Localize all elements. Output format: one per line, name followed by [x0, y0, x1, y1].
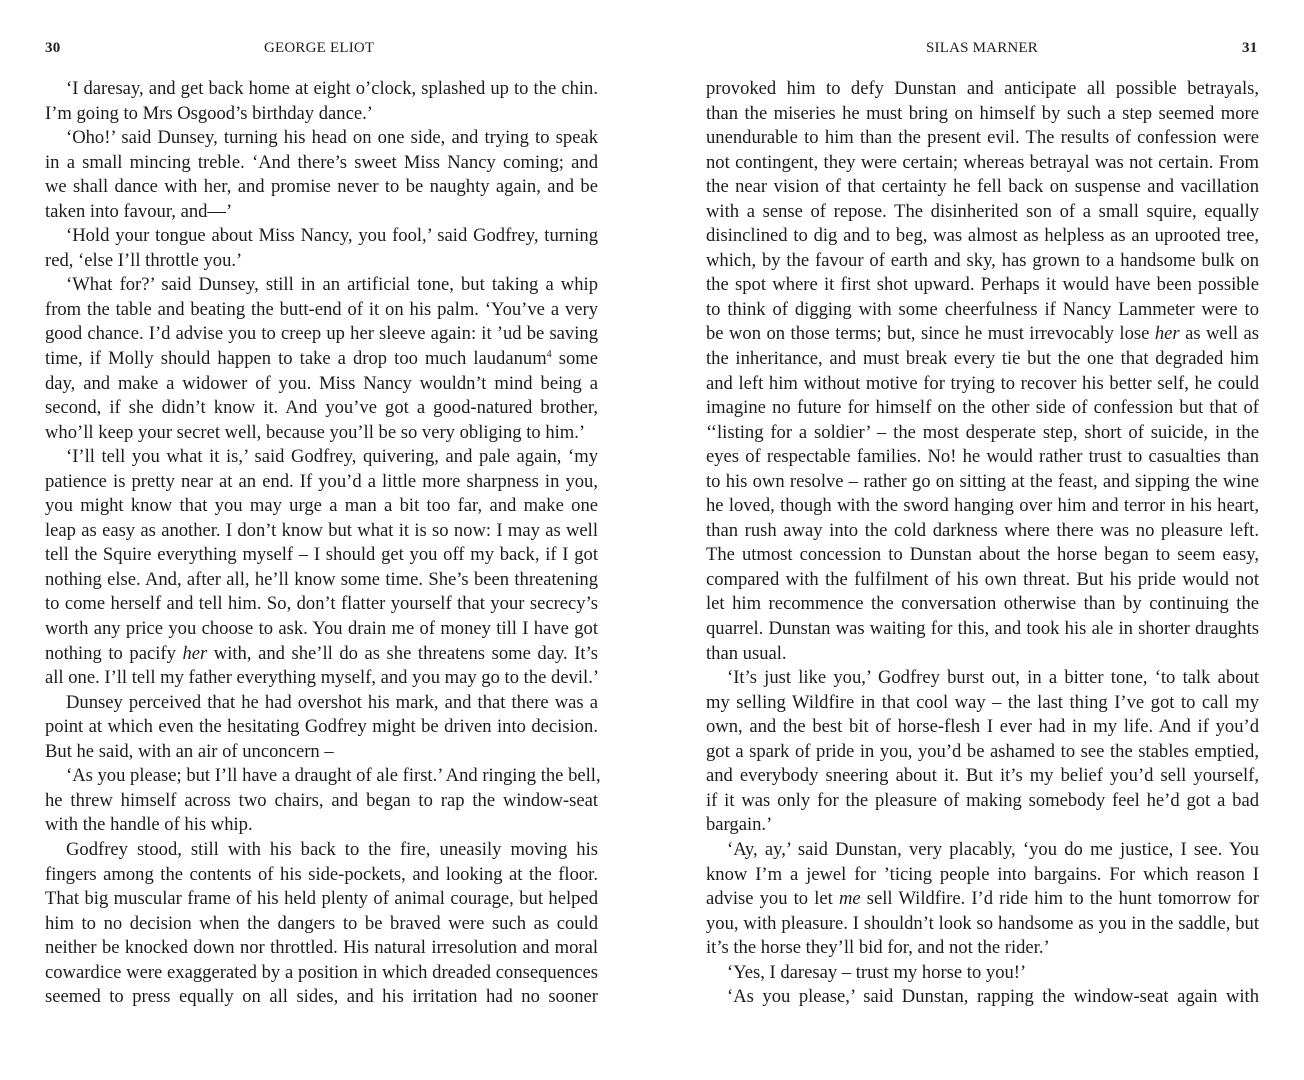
- text-line: the inheritance, and must break every tie but the one that degraded him: [706, 348, 1259, 370]
- footnote-marker: 4: [546, 349, 552, 361]
- text-line: with the handle of his whip.: [45, 814, 253, 836]
- text-line: ‘Oho!’ said Dunsey, turning his head on one side, and trying to speak: [66, 127, 598, 149]
- text-line: disinclined to dig and to beg, was almost as helpless as an uprooted tree,: [706, 225, 1259, 247]
- italic-word: her: [182, 642, 208, 664]
- text-line: fingers among the contents of his side-pockets, and looking at the floor.: [45, 863, 598, 885]
- text-line: bargain.’: [706, 814, 773, 836]
- page-number-right: 31: [1242, 40, 1258, 56]
- text-line: ‘I daresay, and get back home at eight o’clock, splashed up to the chin.: [66, 78, 598, 99]
- text-line: second, if she didn’t know it. And you’ve got a good-natured brother,: [45, 397, 598, 419]
- text-line: [706, 887, 1259, 912]
- text-line: ‘As you please,’ said Dunstan, rapping the window-seat again with: [727, 986, 1259, 1008]
- text-fragment: time, if Molly should happen to take a drop too much laudanum: [45, 348, 547, 370]
- text-line: he threw himself across two chairs, and began to rap the window-seat: [45, 789, 598, 811]
- text-line: him to no decision when the dangers to be braved were such as could: [45, 912, 598, 934]
- text-line: ‘It’s just like you,’ Godfrey burst out, in a bitter tone, ‘to talk about: [727, 667, 1259, 689]
- text-line: than rush away into the cold darkness where there was no pleasure left.: [706, 519, 1259, 541]
- page-number-left: 30: [45, 40, 61, 56]
- text-line: But he said, with an air of unconcern –: [45, 740, 334, 762]
- text-line: eyes of respectable families. No! he would rather trust to casualties than: [706, 446, 1259, 468]
- text-line: than the miseries he must bring on himself by such a step seemed more: [706, 102, 1259, 124]
- text-line: I’m going to Mrs Osgood’s birthday dance.’: [45, 102, 373, 124]
- text-line: good chance. I’d advise you to creep up her sleeve again: it ’ud be saving: [45, 323, 598, 345]
- text-line: ‘What for?’ said Dunsey, still in an artificial tone, but taking a whip: [66, 274, 598, 296]
- text-line: who’ll keep your secret well, because you’ll be so very obliging to him.’: [45, 421, 586, 443]
- text-line: unendurable to him than the present evil. The results of confession were: [706, 127, 1259, 149]
- text-line: point at which even the hesitating Godfrey might be driven into decision.: [45, 716, 598, 738]
- text-line: cowardice were exaggerated by a position in which dreaded consequences: [45, 961, 598, 983]
- text-line: with a sense of repose. The disinherited son of a small squire, equally: [706, 200, 1259, 222]
- text-line: Dunsey perceived that he had overshot his mark, and that there was a: [66, 691, 598, 713]
- text-line: neither be knocked down nor throttled. His natural irresolution and moral: [45, 937, 598, 959]
- text-line: taken into favour, and—’: [45, 200, 233, 222]
- text-line: which, by the favour of earth and sky, has grown to a handsome bulk on: [706, 249, 1259, 271]
- text-line: the near vision of that certainty he fell back on suspense and vacillation: [706, 176, 1259, 198]
- text-line: got a spark of pride in you, you’d be ashamed to see the stables emptied,: [706, 740, 1259, 762]
- text-line: imagine no future for himself on the other side of confession but that of: [706, 397, 1259, 419]
- text-line: own, and the best bit of horse-flesh I ever had in my life. And if you’d: [706, 716, 1259, 738]
- right-page-body: [706, 77, 1259, 1010]
- text-line: [45, 642, 598, 667]
- text-line: to his own resolve – rather go on sitting at the feast, and sipping the wine: [706, 470, 1259, 492]
- text-line: ‘Ay, ay,’ said Dunstan, very placably, ‘you do me justice, I see. You: [727, 838, 1259, 860]
- text-line: seemed to press equally on all sides, and his irritation had no sooner: [45, 986, 598, 1008]
- text-line: provoked him to defy Dunstan and anticipate all possible betrayals,: [706, 78, 1259, 99]
- text-fragment: advise you to let: [706, 888, 839, 910]
- text-fragment: be won on those terms; but, since he must irrevocably lose: [706, 323, 1155, 345]
- text-line: you might know that you may urge a man a bit too far, and make one: [45, 495, 598, 517]
- text-line: quarrel. Dunstan was waiting for this, and took his ale in shorter draughts: [706, 618, 1259, 640]
- text-line: patience is pretty near at an end. If you’d a little more sharpness in you,: [45, 470, 598, 492]
- text-line: we shall dance with her, and promise never to be naughty again, and be: [45, 176, 598, 198]
- italic-word: me: [838, 888, 861, 910]
- text-fragment: with, and she’ll do as she threatens some day. It’s: [207, 642, 599, 664]
- text-line: know I’m a jewel for ’ticing people into bargains. For which reason I: [706, 863, 1259, 885]
- text-line: ‘Yes, I daresay – trust my horse to you!’: [727, 961, 1027, 983]
- text-line: than usual.: [706, 642, 787, 664]
- text-line: That big muscular frame of his held plenty of animal courage, but helped: [45, 888, 598, 910]
- text-line: [706, 322, 1259, 347]
- text-fragment: some: [551, 348, 598, 370]
- text-line: if it was only for the pleasure of making somebody feel he’d got a bad: [706, 789, 1259, 811]
- text-line: all one. I’ll tell my father everything myself, and you may go to the devil.’: [45, 667, 600, 689]
- text-fragment: as well as: [1179, 323, 1259, 345]
- text-line: and left him without motive for trying to recover his better self, he could: [706, 372, 1259, 394]
- text-line: red, ‘else I’ll throttle you.’: [45, 249, 243, 271]
- text-line: ‘As you please; but I’ll have a draught of ale first.’ And ringing the bell,: [66, 765, 601, 787]
- italic-word: her: [1154, 323, 1180, 345]
- text-line: in a small mincing treble. ‘And there’s sweet Miss Nancy coming; and: [45, 151, 598, 173]
- left-page-body: [45, 77, 601, 1010]
- text-line: ‘I’ll tell you what it is,’ said Godfrey, quivering, and pale again, ‘my: [66, 446, 598, 468]
- text-line: leap as easy as another. I don’t know but what it is so now: I may as well: [45, 519, 598, 541]
- text-fragment: nothing to pacify: [45, 642, 183, 664]
- right-page: [652, 0, 1304, 1080]
- text-fragment: sell Wildfire. I’d ride him to the hunt tomorrow for: [860, 888, 1259, 910]
- text-line: it’s the horse they’ll bid for, and not the rider.’: [706, 937, 1050, 959]
- text-line: to think of digging with some cheerfulness if Nancy Lammeter were to: [706, 298, 1259, 320]
- text-line: from the table and beating the butt-end of it on his palm. ‘You’ve a very: [45, 298, 598, 320]
- text-line: ‘Hold your tongue about Miss Nancy, you fool,’ said Godfrey, turning: [66, 225, 598, 247]
- text-line: worth any price you choose to ask. You drain me of money till I have got: [45, 618, 598, 640]
- text-line: tell the Squire everything myself – I should get you off my back, if I got: [45, 544, 598, 566]
- running-head-title: SILAS MARNER: [926, 40, 1038, 56]
- text-line: my selling Wildfire in that cool way – the last thing I’ve got to call my: [706, 691, 1259, 713]
- text-line: [45, 347, 598, 372]
- text-line: The utmost concession to Dunstan about the horse began to seem easy,: [706, 544, 1259, 566]
- text-line: and everybody sneering about it. But it’s my belief you’d sell yourself,: [706, 765, 1259, 787]
- text-line: to come herself and tell him. So, don’t flatter yourself that your secrecy’s: [45, 593, 598, 615]
- text-line: you, with pleasure. I shouldn’t look so handsome as you in the saddle, but: [706, 912, 1259, 934]
- text-line: ‘‘listing for a soldier’ – the most desperate step, short of suicide, in the: [706, 421, 1259, 443]
- text-line: not contingent, they were certain; whereas betrayal was not certain. From: [706, 151, 1259, 173]
- running-head-author: GEORGE ELIOT: [264, 40, 375, 56]
- text-line: the spot where it first shot upward. Perhaps it would have been possible: [706, 274, 1259, 296]
- text-line: let him recommence the conversation otherwise than by continuing the: [706, 593, 1259, 615]
- text-line: compared with the fulfilment of his own threat. But his pride would not: [706, 568, 1259, 590]
- text-line: day, and make a widower of you. Miss Nancy wouldn’t mind being a: [45, 372, 598, 394]
- text-line: Godfrey stood, still with his back to the fire, uneasily moving his: [66, 838, 598, 860]
- text-line: he loved, though with the sword hanging over him and terror in his heart,: [706, 495, 1259, 517]
- text-line: nothing else. And, after all, he’ll know some time. She’s been threatening: [45, 568, 598, 590]
